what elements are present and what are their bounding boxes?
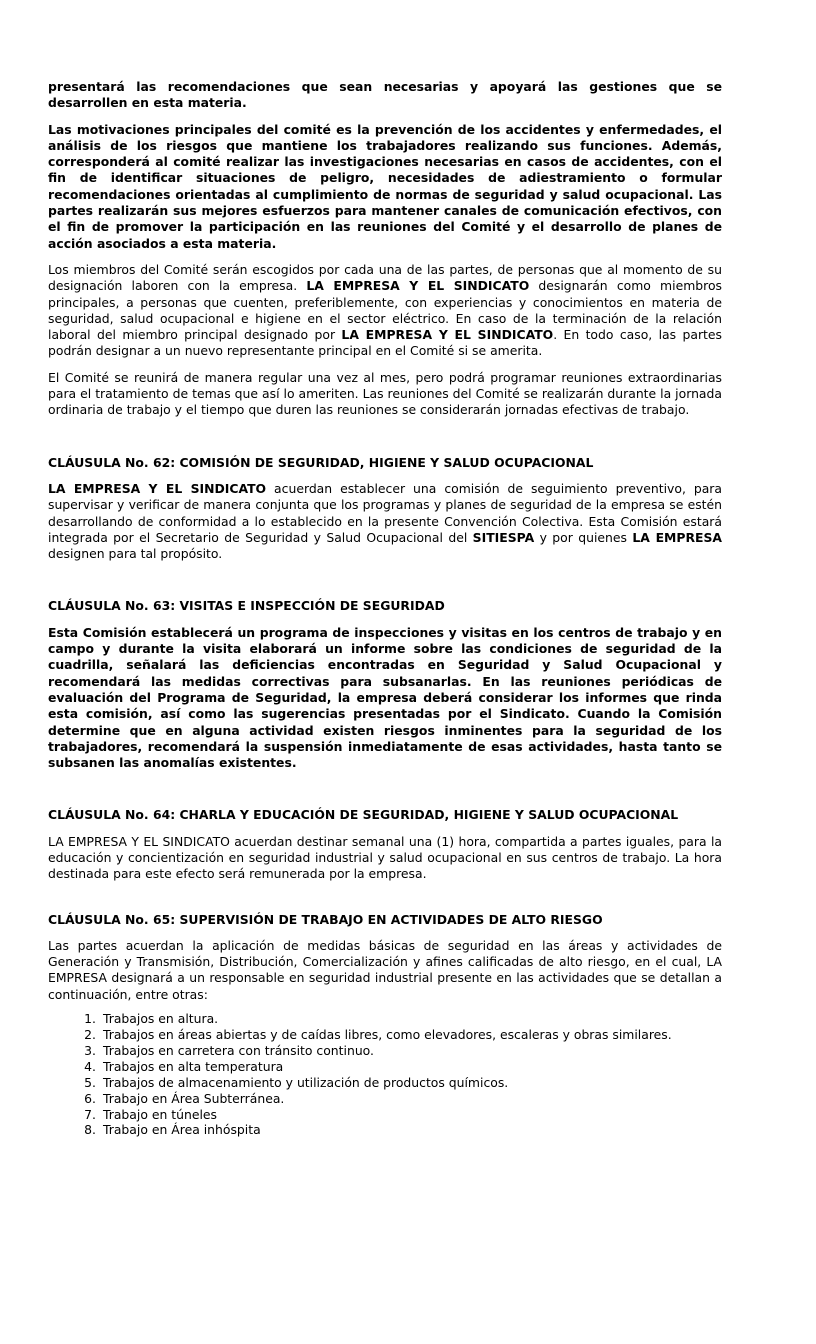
paragraph-text: acuerdan establecer una comisión de seguimiento preventivo, para supervisar y verificar de manera conjunta que los programas y planes de seguridad de la empresa se estén desarrollando de conformidad a lo establecido en la presente Convención Colectiva. Esta Comisión estará integrada por el Secretario de Seguridad y Salud Ocupacional del (48, 480, 722, 545)
list-item-number: 8. (84, 1122, 96, 1138)
paragraph-text: designen para tal propósito. (48, 546, 223, 562)
list-item (48, 1011, 722, 1027)
clause-64-body: LA EMPRESA Y EL SINDICATO acuerdan destinar semanal una (1) hora, compartida a partes iguales, para la educación y concientización en seguridad industrial y salud ocupacional en sus centros de trabajo. La hora destinada para este efecto será remunerada por la empresa. (48, 833, 722, 882)
paragraph-committee-members (48, 262, 722, 360)
clause-62-body (48, 481, 722, 562)
party-name: LA EMPRESA Y EL SINDICATO (306, 278, 530, 294)
list-item-number: 5. (84, 1074, 96, 1090)
paragraph-text: designarán como miembros principales, a personas que cuenten, preferiblemente, con experiencias y conocimientos en materia de seguridad, salud ocupacional e higiene en el sector eléctrico. En caso de la terminación de la relación laboral del miembro principal designado por (48, 278, 722, 343)
paragraph-text: y por quienes (534, 529, 633, 545)
clause-63-title: CLÁUSULA No. 63: VISITAS E INSPECCIÓN DE SEGURIDAD (48, 598, 445, 614)
list-item-text: Trabajos en áreas abiertas y de caídas libres, como elevadores, escaleras y obras similares. (103, 1026, 672, 1042)
list-item (48, 1075, 722, 1091)
party-name: LA EMPRESA Y EL SINDICATO (48, 480, 267, 496)
clause-64-title: CLÁUSULA No. 64: CHARLA Y EDUCACIÓN DE SEGURIDAD, HIGIENE Y SALUD OCUPACIONAL (48, 807, 679, 823)
list-item (48, 1043, 722, 1059)
list-item-text: Trabajos en altura. (103, 1011, 219, 1027)
list-item-text: Trabajo en Área inhóspita (103, 1122, 261, 1138)
list-item (48, 1122, 722, 1138)
list-item-text: Trabajos de almacenamiento y utilización de productos químicos. (103, 1074, 509, 1090)
list-item (48, 1107, 722, 1123)
list-item-text: Trabajos en carretera con tránsito continuo. (103, 1042, 374, 1058)
list-item-number: 3. (84, 1042, 96, 1058)
list-item (48, 1059, 722, 1075)
list-item-text: Trabajo en Área Subterránea. (103, 1090, 285, 1106)
paragraph-intro-continuation: presentará las recomendaciones que sean necesarias y apoyará las gestiones que se desarrollen en esta materia. (48, 79, 722, 111)
list-item-text: Trabajo en túneles (103, 1106, 217, 1122)
clause-65-title: CLÁUSULA No. 65: SUPERVISIÓN DE TRABAJO EN ACTIVIDADES DE ALTO RIESGO (48, 911, 603, 927)
document-page (48, 79, 722, 1138)
list-item-number: 4. (84, 1058, 96, 1074)
list-item-number: 1. (84, 1011, 96, 1027)
list-item-number: 2. (84, 1026, 96, 1042)
list-item (48, 1091, 722, 1107)
clause-63-body: Esta Comisión establecerá un programa de inspecciones y visitas en los centros de trabajo y en campo y durante la visita elaborará un informe sobre las condiciones de seguridad de la cuadrilla, señalará las deficiencias encontradas en Seguridad y Salud Ocupacional y recomendará las medidas correctivas para subsanarlas. En las reuniones periódicas de evaluación del Programa de Seguridad, la empresa deberá considerar los informes que rinda esta comisión, así como las sugerencias presentadas por el Sindicato. Cuando la Comisión determine que en alguna actividad existen riesgos inminentes para la seguridad de los trabajadores, recomendará la suspensión inmediatamente de esas actividades, hasta tanto se subsanen las anomalías existentes. (48, 624, 722, 771)
paragraph-text: Los miembros del Comité serán escogidos por cada una de las partes, de personas que al momento de su designación laboren con la empresa. (48, 261, 722, 294)
clause-62-title: CLÁUSULA No. 62: COMISIÓN DE SEGURIDAD, HIGIENE Y SALUD OCUPACIONAL (48, 454, 594, 470)
party-name: LA EMPRESA Y EL SINDICATO (341, 327, 554, 343)
paragraph-committee-motivations: Las motivaciones principales del comité es la prevención de los accidentes y enfermedades, el análisis de los riesgos que mantiene los trabajadores realizando sus funciones. Además, corresponderá al comité realizar las investigaciones necesarias en casos de accidentes, con el fin de identificar situaciones de peligro, necesidades de adiestramiento o formular recomendaciones orientadas al cumplimiento de normas de seguridad y salud ocupacional. Las partes realizarán sus mejores esfuerzos para mantener canales de comunicación efectivos, con el fin de promover la participación en las reuniones del Comité y el desarrollo de planes de acción asociados a esta materia. (48, 121, 722, 251)
clause-65-body: Las partes acuerdan la aplicación de medidas básicas de seguridad en las áreas y actividades de Generación y Transmisión, Distribución, Comercialización y afines calificadas de alto riesgo, en el cual, LA EMPRESA designará a un responsable en seguridad industrial presente en las actividades que se detallan a continuación, entre otras: (48, 937, 722, 1002)
party-name: LA EMPRESA (632, 529, 722, 545)
list-item-number: 7. (84, 1106, 96, 1122)
union-name: SITIESPA (472, 529, 535, 545)
paragraph-committee-meetings: El Comité se reunirá de manera regular una vez al mes, pero podrá programar reuniones extraordinarias para el tratamiento de temas que así lo ameriten. Las reuniones del Comité se realizarán durante la jornada ordinaria de trabajo y el tiempo que duren las reuniones se considerarán jornadas efectivas de trabajo. (48, 369, 722, 418)
list-item-text: Trabajos en alta temperatura (103, 1058, 284, 1074)
high-risk-activities-list (48, 1011, 722, 1138)
paragraph-text: . En todo caso, las partes podrán designar a un nuevo representante principal en el Comité si se amerita. (48, 327, 722, 359)
list-item (48, 1027, 722, 1043)
list-item-number: 6. (84, 1090, 96, 1106)
